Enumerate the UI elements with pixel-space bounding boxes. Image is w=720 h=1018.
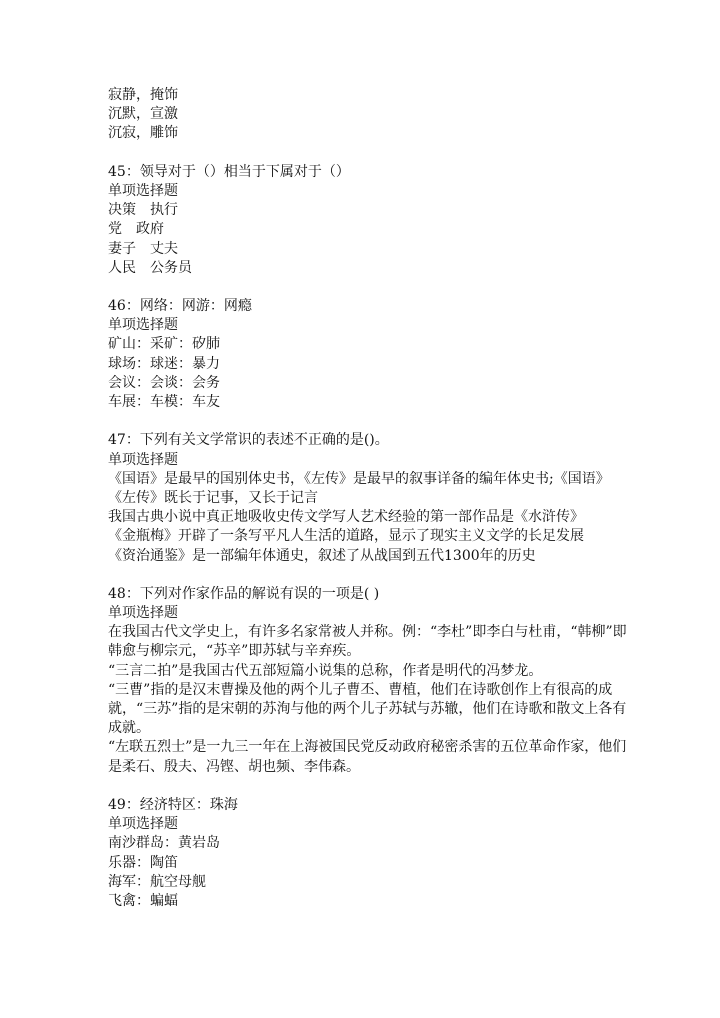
spacer — [108, 566, 628, 585]
option-line: 飞禽：蝙蝠 — [108, 893, 178, 909]
question-49 — [108, 796, 628, 911]
option-line: 会议：会谈：会务 — [108, 374, 220, 391]
document-body — [108, 86, 628, 911]
question-stem: 45：领导对于（）相当于下属对于（） — [108, 163, 350, 180]
option-line: 寂静，掩饰 — [108, 87, 178, 103]
previous-question-options — [108, 86, 628, 144]
question-type: 单项选择题 — [108, 451, 178, 468]
spacer — [108, 777, 628, 796]
option-paragraph: “三曹”指的是汉末曹操及他的两个儿子曹丕、曹植，他们在诗歌创作上有很高的成就，“三苏”指的是宋朝的苏洵与他的两个儿子苏轼与苏辙，他们在诗歌和散文上各有成就。 — [108, 681, 627, 737]
option-line: 南沙群岛：黄岩岛 — [108, 835, 220, 852]
question-stem: 46：网络：网游：网瘾 — [108, 298, 252, 315]
spacer — [108, 412, 628, 431]
option-line: 沉寂，雕饰 — [108, 125, 178, 142]
option-line: 矿山：采矿：矽肺 — [108, 336, 220, 353]
option-line: 乐器：陶笛 — [108, 854, 178, 871]
option-line: 《左传》既长于记事，又长于记言 — [108, 489, 318, 506]
spacer — [108, 278, 628, 297]
question-stem: 48：下列对作家作品的解说有误的一项是( ) — [108, 585, 380, 602]
option-line: 人民 公务员 — [108, 259, 192, 276]
option-line: 车展：车模：车友 — [108, 394, 220, 410]
option-line: 妻子 丈夫 — [108, 240, 178, 257]
option-paragraph: “三言二拍”是我国古代五部短篇小说集的总称，作者是明代的冯梦龙。 — [108, 662, 543, 679]
option-line: 《国语》是最早的国别体史书，《左传》是最早的叙事详备的编年体史书;《国语》 — [108, 470, 610, 487]
option-paragraph: “左联五烈士”是一九三一年在上海被国民党反动政府秘密杀害的五位革命作家，他们是柔石、殷夫、冯铿、胡也频、李伟森。 — [108, 739, 627, 775]
option-line: 我国古典小说中真正地吸收史传文学写人艺术经验的第一部作品是《水浒传》 — [108, 509, 584, 526]
question-45 — [108, 163, 628, 278]
question-stem: 49：经济特区：珠海 — [108, 797, 238, 814]
option-line: 球场：球迷：暴力 — [108, 355, 220, 372]
question-46 — [108, 297, 628, 412]
option-line: 党 政府 — [108, 221, 164, 238]
option-line: 《金瓶梅》开辟了一条写平凡人生活的道路，显示了现实主义文学的长足发展 — [108, 528, 584, 545]
question-type: 单项选择题 — [108, 816, 178, 833]
option-line: 《资治通鉴》是一部编年体通史，叙述了从战国到五代1300年的历史 — [108, 547, 536, 564]
question-48 — [108, 585, 628, 777]
question-type: 单项选择题 — [108, 605, 178, 622]
option-paragraph: 在我国古代文学史上，有许多名家常被人并称。例：“李杜”即李白与杜甫，“韩柳”即韩愈与柳宗元，“苏辛”即苏轼与辛弃疾。 — [108, 624, 627, 660]
question-47 — [108, 431, 628, 565]
option-line: 决策 执行 — [108, 202, 178, 219]
option-line: 海军：航空母舰 — [108, 873, 206, 890]
question-type: 单项选择题 — [108, 182, 178, 199]
question-type: 单项选择题 — [108, 317, 178, 334]
spacer — [108, 144, 628, 163]
option-line: 沉默，宣激 — [108, 106, 178, 123]
question-stem: 47：下列有关文学常识的表述不正确的是()。 — [108, 432, 389, 449]
